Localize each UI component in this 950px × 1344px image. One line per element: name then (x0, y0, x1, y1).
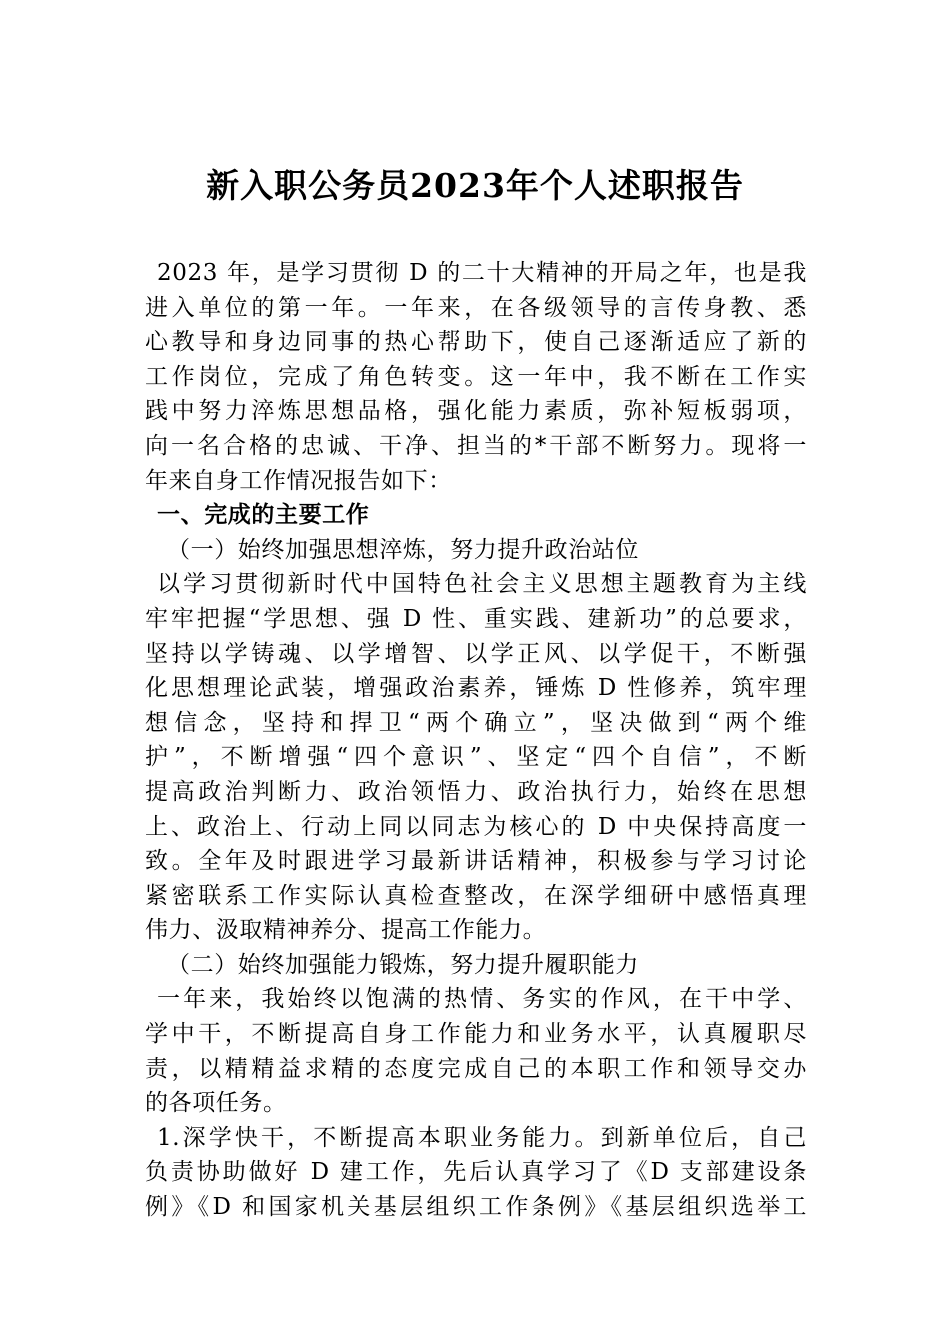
paragraph-line: 的各项任务。 (145, 1090, 287, 1117)
paragraph-line: 学中干，不断提高自身工作能力和业务水平，认真履职尽 (145, 1021, 807, 1048)
document-body (145, 256, 807, 1225)
subsection-heading: （一）始终加强思想淬炼，努力提升政治站位 (167, 536, 639, 563)
paragraph-line: 化思想理论武装，增强政治素养，锤炼 D 性修养，筑牢理 (145, 675, 807, 702)
paragraph-line: 负责协助做好 D 建工作，先后认真学习了《D 支部建设条 (145, 1159, 807, 1186)
paragraph-line: 护”，不断增强“四个意识”、坚定“四个自信”，不断 (145, 744, 807, 771)
paragraph-line: 牢牢把握“学思想、强 D 性、重实践、建新功”的总要求， (145, 605, 807, 632)
paragraph-line: 紧密联系工作实际认真检查整改，在深学细研中感悟真理 (145, 882, 807, 909)
intro-line: 向一名合格的忠诚、干净、担当的*干部不断努力。现将一 (145, 432, 807, 459)
section-heading: 一、完成的主要工作 (157, 502, 370, 529)
paragraph-line: 坚持以学铸魂、以学增智、以学正风、以学促干，不断强 (145, 640, 807, 667)
item-1-paragraph (145, 1121, 807, 1225)
subsection-2-paragraph (145, 982, 807, 1120)
paragraph-line: 责，以精精益求精的态度完成自己的本职工作和领导交办 (145, 1055, 807, 1082)
document-title: 新入职公务员2023年个人述职报告 (206, 166, 744, 205)
intro-line: 2023 年，是学习贯彻 D 的二十大精神的开局之年，也是我 (157, 260, 807, 286)
intro-line: 进入单位的第一年。一年来，在各级领导的言传身教、悉 (145, 294, 807, 321)
paragraph-line: 伟力、汲取精神养分、提高工作能力。 (145, 917, 547, 944)
paragraph-line: 以学习贯彻新时代中国特色社会主义思想主题教育为主线 (157, 571, 807, 598)
intro-line: 工作岗位，完成了角色转变。这一年中，我不断在工作实 (145, 363, 807, 390)
intro-line: 年来自身工作情况报告如下： (145, 467, 452, 494)
paragraph-line: 例》《D 和国家机关基层组织工作条例》《基层组织选举工 (145, 1194, 807, 1221)
paragraph-line: 想信念，坚持和捍卫“两个确立”，坚决做到“两个维 (145, 709, 807, 736)
subsection-heading: （二）始终加强能力锻炼，努力提升履职能力 (167, 951, 639, 978)
paragraph-line: 上、政治上、行动上同以同志为核心的 D 中央保持高度一 (145, 813, 807, 840)
paragraph-line: 致。全年及时跟进学习最新讲话精神，积极参与学习讨论 (145, 848, 807, 875)
intro-line: 践中努力淬炼思想品格，强化能力素质，弥补短板弱项， (145, 398, 807, 425)
paragraph-line: 1.深学快干，不断提高本职业务能力。到新单位后，自己 (157, 1124, 807, 1151)
paragraph-line: 一年来，我始终以饱满的热情、务实的作风，在干中学、 (157, 986, 807, 1013)
intro-line: 心教导和身边同事的热心帮助下，使自己逐渐适应了新的 (145, 329, 807, 356)
paragraph-line: 提高政治判断力、政治领悟力、政治执行力，始终在思想 (145, 778, 807, 805)
intro-paragraph (145, 256, 807, 498)
subsection-1-paragraph (145, 567, 807, 948)
